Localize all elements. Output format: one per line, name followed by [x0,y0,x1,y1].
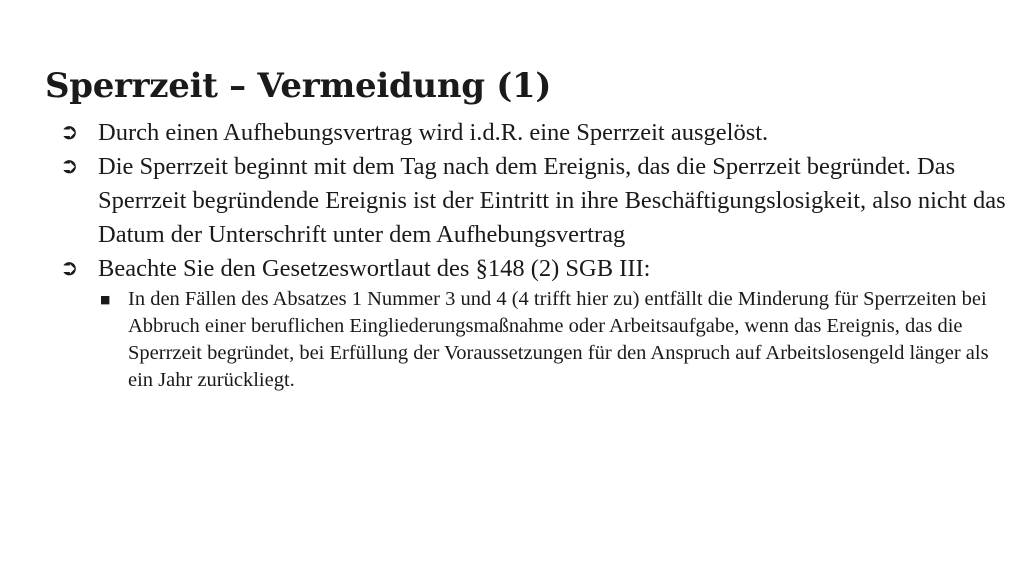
arrow-right-circle-icon: ➲ [60,154,79,179]
sub-bullet-text: In den Fällen des Absatzes 1 Nummer 3 und 4 (4 trifft hier zu) entfällt die Minderung für Sperrzeiten bei Abbruch einer beruflichen Eingliederungsmaßnahme oder Arbeitsaufgabe, wenn das Ereignis, das die Sperrzeit begründet, bei Erfüllung der Voraussetzungen für den Anspruch auf Arbeitslosengeld länger als ein Jahr zurückliegt. [128,288,989,391]
arrow-right-circle-icon: ➲ [60,120,79,145]
bullet-text: Durch einen Aufhebungsvertrag wird i.d.R. eine Sperrzeit ausgelöst. [98,119,769,146]
arrow-right-circle-icon: ➲ [60,256,79,281]
bullet-item [60,252,1010,286]
sub-bullet-item [60,286,1010,394]
bullet-text: Beachte Sie den Gesetzeswortlaut des §148 (2) SGB III: [98,255,651,282]
bullet-text: Die Sperrzeit beginnt mit dem Tag nach dem Ereignis, das die Sperrzeit begründet. Das Sperrzeit begründende Ereignis ist der Eintritt in ihre Beschäftigungslosigkeit, also nicht das Datum der Unterschrift unter dem Aufhebungsvertrag [98,153,1006,248]
bullet-item [60,150,1010,252]
square-bullet-icon: ■ [100,293,111,306]
slide-content [60,116,1010,394]
bullet-item [60,116,1010,150]
slide-title: Sperrzeit – Vermeidung (1) [45,66,552,106]
